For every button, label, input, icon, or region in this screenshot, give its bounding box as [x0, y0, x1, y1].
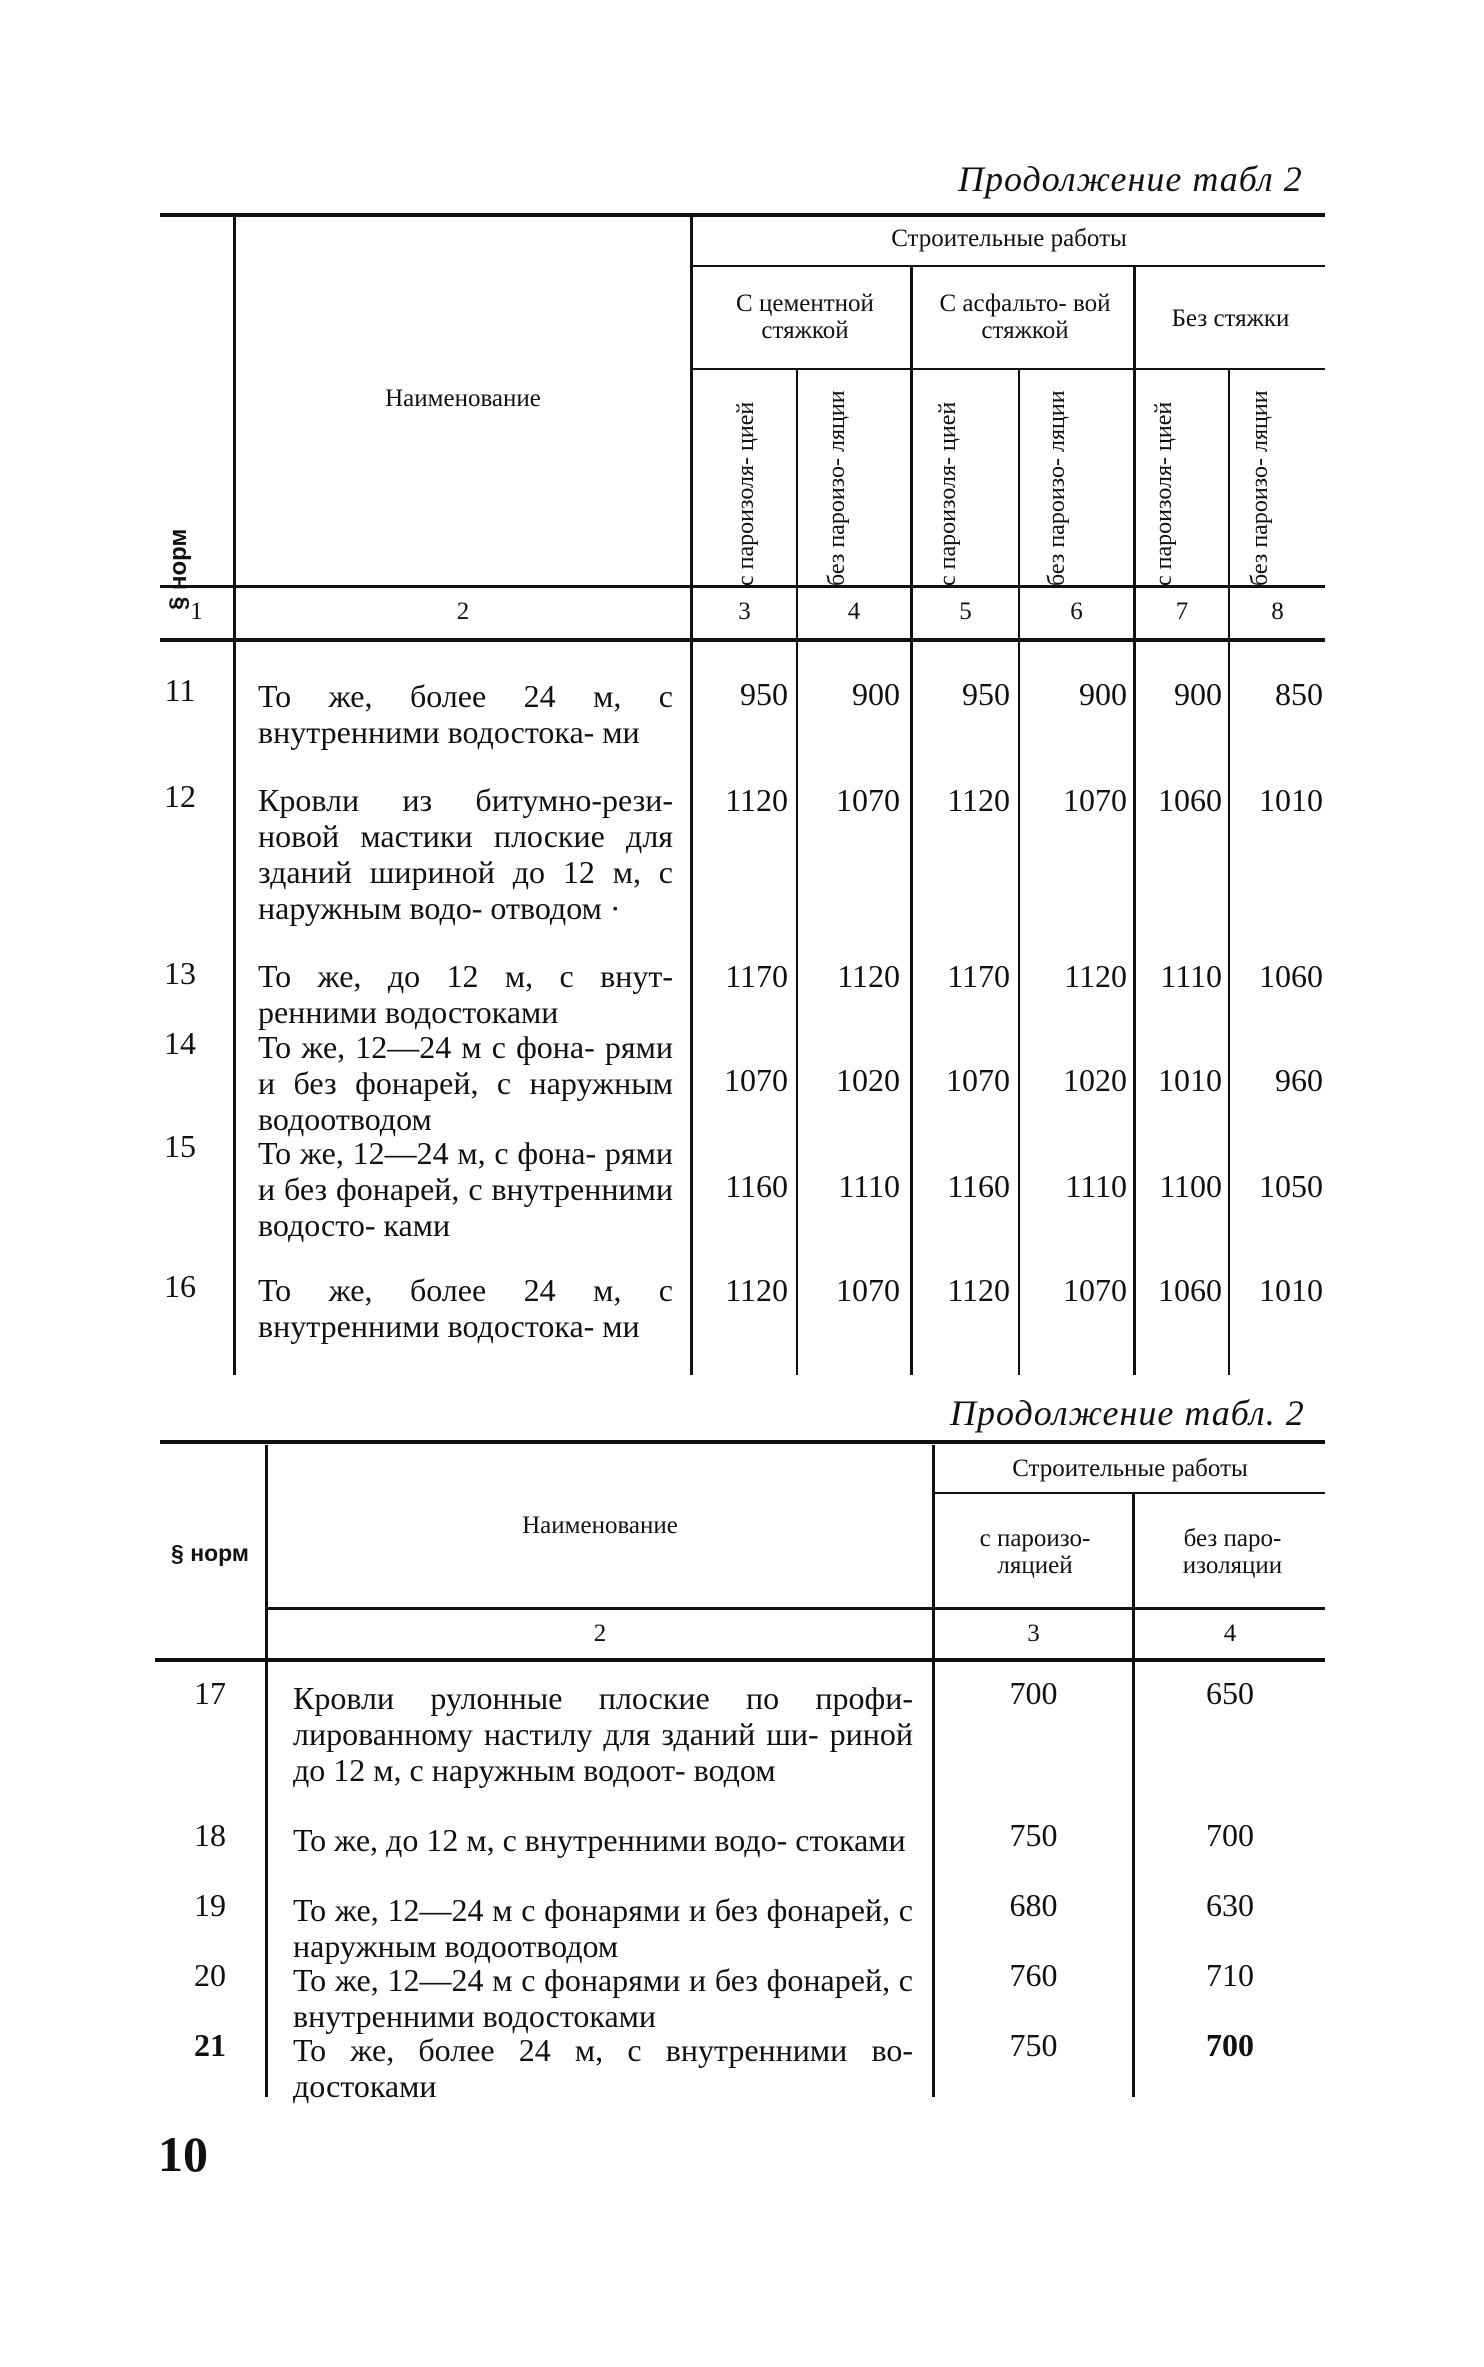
table2-cell: 750	[1009, 1817, 1058, 1853]
table1-cell: 1070	[946, 1062, 1010, 1098]
table1-cell: 850	[1275, 676, 1323, 712]
table1-cell: 1160	[725, 1168, 788, 1204]
table1-cell: 1070	[724, 1062, 788, 1098]
table1-colnum: 3	[738, 598, 751, 625]
table1-cell: 1010	[1259, 1272, 1323, 1308]
table1-cell: 1120	[947, 1272, 1010, 1308]
table2-cell: 700	[1009, 1675, 1058, 1711]
table1-cell: 1110	[1160, 958, 1222, 994]
table1-cell: 900	[1174, 676, 1222, 712]
table1-vert-header: с пароизоля- цией	[733, 401, 759, 586]
table1-group-rule	[690, 265, 1325, 267]
table1-row-number: 11	[164, 672, 196, 708]
table1-cell: 1060	[1158, 782, 1222, 818]
table2-continuation-caption: Продолжение табл. 2	[950, 1393, 1305, 1433]
table1-cell: 1020	[1063, 1062, 1127, 1098]
table2-cell: 710	[1206, 1957, 1254, 1993]
table1-cell: 1120	[725, 782, 788, 818]
table1-vline	[1018, 368, 1020, 1375]
table2-row-number: 19	[194, 1887, 226, 1923]
table2-row-name: То же, более 24 м, с внутренними во- достоками	[293, 2032, 913, 2104]
table1-row-name: То же, более 24 м, с внутренними водостока- ми	[258, 678, 673, 750]
table1-colnum: 5	[959, 598, 972, 625]
table2-row-name: То же, до 12 м, с внутренними водо- стоками	[293, 1822, 906, 1858]
table1-cell: 1160	[947, 1168, 1010, 1204]
table2-colnum: 4	[1223, 1620, 1237, 1647]
table1-cell: 950	[740, 676, 788, 712]
table1-colnum: 8	[1271, 598, 1284, 625]
table1-cell: 1070	[1063, 1272, 1127, 1308]
table2-cell: 700	[1206, 2027, 1254, 2063]
table1-group-header: Строительные работы	[891, 225, 1127, 252]
table2-colnum: 3	[1027, 1620, 1040, 1647]
table2-header-bottom-rule	[268, 1607, 1325, 1610]
table2-cell: 760	[1009, 1957, 1058, 1993]
table1-vline	[1133, 265, 1136, 1375]
table2-vline	[932, 1445, 935, 2097]
table1-cell: 1020	[836, 1062, 900, 1098]
table1-vert-header: без пароизо- ляции	[1247, 390, 1273, 586]
table2-row-name: То же, 12—24 м с фонарями и без фонарей, с наружным водоотводом	[293, 1892, 913, 1964]
table1-row-number: 12	[164, 778, 196, 814]
table2-name-header: Наименование	[522, 1512, 678, 1539]
table1-cell: 1010	[1259, 782, 1323, 818]
table1-vert-header: без пароизо- ляции	[1044, 390, 1070, 586]
table2-row-number: 17	[194, 1675, 226, 1711]
table1-row-name: То же, 12—24 м, с фона- рями и без фонарей, с внутренними водосто- ками	[258, 1135, 673, 1243]
table1-cell: 900	[1079, 676, 1127, 712]
table2-cell: 630	[1206, 1887, 1254, 1923]
table1-top-rule	[160, 213, 1325, 217]
table1-colnum: 2	[456, 598, 470, 625]
table2-group-header: Строительные работы	[1012, 1455, 1248, 1482]
table2-top-rule	[160, 1440, 1325, 1444]
table1-continuation-caption: Продолжение табл 2	[958, 159, 1303, 199]
table1-colnum-rule	[160, 638, 1325, 642]
table1-vline	[690, 215, 693, 1375]
table1-cell: 1010	[1158, 1062, 1222, 1098]
table2-cell: 700	[1206, 1817, 1254, 1853]
table1-row-number: 16	[164, 1268, 196, 1304]
table2-colnum-rule	[155, 1658, 1325, 1662]
table1-sub-header-none: Без стяжки	[1171, 305, 1290, 332]
table1-vline	[910, 265, 913, 1375]
table1-name-header: Наименование	[385, 385, 541, 412]
table1-colnum: 4	[847, 598, 861, 625]
table2-sub-header-without: без паро- изоляции	[1182, 1525, 1283, 1579]
table2-row-number: 18	[194, 1817, 226, 1853]
table1-row-name: Кровли из битумно-рези- новой мастики плоские для зданий шириной до 12 м, с наружным водо- отводом ·	[258, 782, 673, 926]
table2-group-rule	[935, 1492, 1325, 1494]
table1-vert-header: с пароизоля- цией	[935, 401, 961, 586]
table2-vline	[265, 1445, 268, 2097]
table1-cell: 1070	[1063, 782, 1127, 818]
table1-vline	[1228, 368, 1230, 1375]
table1-cell: 1120	[947, 782, 1010, 818]
table1-cell: 1050	[1259, 1168, 1323, 1204]
table1-cell: 1170	[725, 958, 788, 994]
table1-cell: 1070	[836, 1272, 900, 1308]
table2-row-name: То же, 12—24 м с фонарями и без фонарей, с внутренними водостоками	[293, 1962, 913, 2034]
table2-row-number: 20	[194, 1957, 226, 1993]
table1-row-name: То же, до 12 м, с внут- ренними водостоками	[258, 958, 673, 1030]
table2-sect-header: § норм	[171, 1540, 249, 1566]
table1-vline	[796, 368, 798, 1375]
page-number: 10	[158, 2126, 208, 2182]
table1-sub-header-asphalt: С асфальто- вой стяжкой	[939, 290, 1111, 344]
table1-row-number: 15	[164, 1128, 196, 1164]
table1-cell: 1110	[838, 1168, 900, 1204]
table1-row-name: То же, более 24 м, с внутренними водостока- ми	[258, 1272, 673, 1344]
table1-colnum: 7	[1175, 598, 1189, 625]
table1-cell: 1060	[1158, 1272, 1222, 1308]
table1-cell: 1120	[1064, 958, 1127, 994]
table1-cell: 900	[852, 676, 900, 712]
table1-sub-header-cement: С цементной стяжкой	[736, 290, 874, 344]
table1-row-name: То же, 12—24 м с фона- рями и без фонарей, с наружным водоотводом	[258, 1029, 673, 1137]
table1-cell: 960	[1275, 1062, 1323, 1098]
table1-colnum: 6	[1070, 598, 1083, 625]
table1-cell: 1070	[836, 782, 900, 818]
table1-row-number: 14	[164, 1025, 196, 1061]
table1-vert-header: с пароизоля- цией	[1151, 401, 1177, 586]
table1-cell: 1170	[947, 958, 1010, 994]
table1-vert-header: без пароизо- ляции	[824, 390, 850, 586]
table2-vline	[1132, 1494, 1135, 2097]
table1-row-number: 13	[164, 955, 196, 991]
table1-cell: 1120	[837, 958, 900, 994]
table1-cell: 1110	[1065, 1168, 1127, 1204]
table1-cell: 950	[962, 676, 1010, 712]
table1-colnum: 1	[190, 598, 203, 625]
table2-sub-header-with: с пароизо- ляцией	[979, 1525, 1091, 1579]
table1-cell: 1060	[1259, 958, 1323, 994]
table1-cell: 1100	[1159, 1168, 1222, 1204]
table2-cell: 650	[1206, 1675, 1254, 1711]
table1-cell: 1120	[725, 1272, 788, 1308]
table2-colnum: 2	[593, 1620, 607, 1647]
table2-row-number: 21	[194, 2027, 226, 2063]
table1-sect-header: § норм	[165, 528, 192, 610]
table2-cell: 680	[1009, 1887, 1058, 1923]
table2-row-name: Кровли рулонные плоские по профи- лированному настилу для зданий ши- риной до 12 м, с наружным водоот- водом	[293, 1680, 913, 1788]
table2-cell: 750	[1009, 2027, 1058, 2063]
